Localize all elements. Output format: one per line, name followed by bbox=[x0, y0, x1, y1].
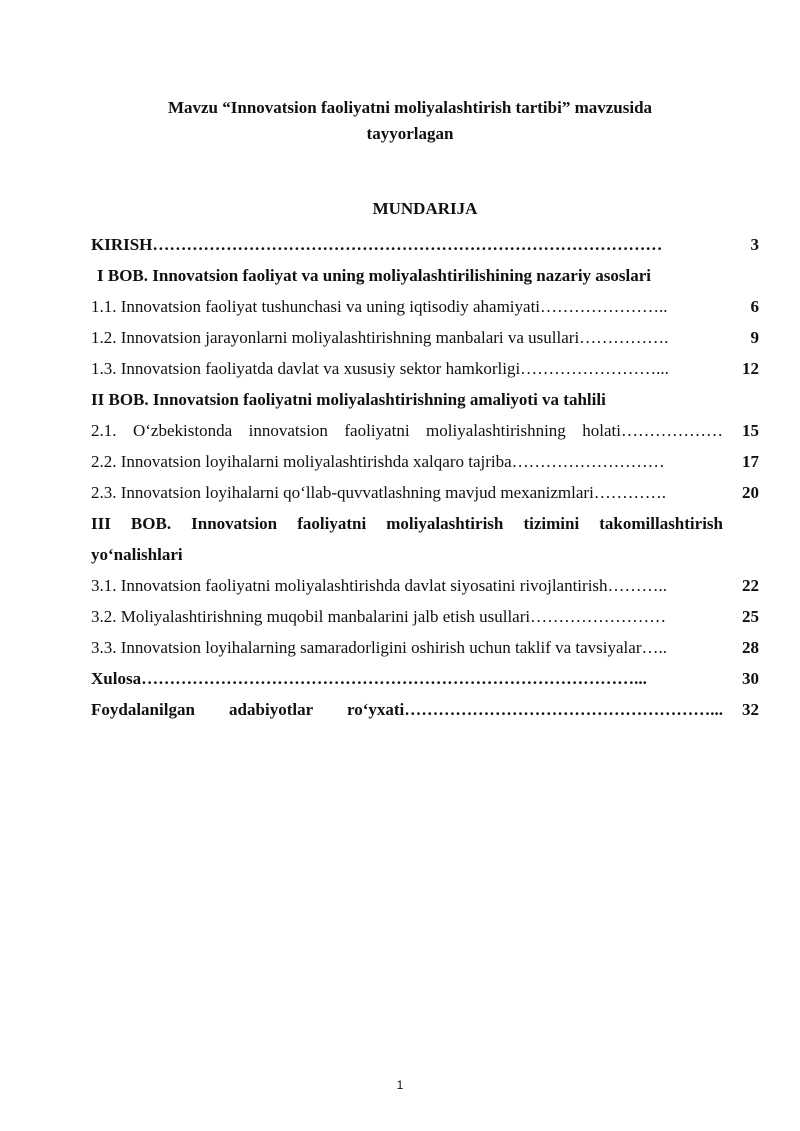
toc-entry-page: 22 bbox=[742, 576, 759, 595]
toc-entry-page: 12 bbox=[742, 359, 759, 378]
toc-entry-text: Xulosa……………………………………………………………………………... bbox=[91, 669, 647, 688]
toc-entry-3-1 bbox=[91, 570, 759, 601]
table-of-contents bbox=[91, 229, 759, 725]
toc-entry-page: 9 bbox=[750, 328, 759, 347]
toc-entry-text: KIRISH……………………………………………………………………………… bbox=[91, 235, 663, 254]
toc-entry-text: 2.2. Innovatsion loyihalarni moliyalashtirishda xalqaro tajriba……………………… bbox=[91, 452, 665, 471]
toc-section-chapter-3: III BOB. Innovatsion faoliyatni moliyalashtirish tizimini takomillashtirish yo‘nalishlari bbox=[91, 514, 723, 564]
toc-entry-2-1 bbox=[91, 415, 759, 446]
toc-entry-page: 6 bbox=[750, 297, 759, 316]
toc-entry-1-3 bbox=[91, 353, 759, 384]
toc-entry-text: 3.2. Moliyalashtirishning muqobil manbalarini jalb etish usullari…………………… bbox=[91, 607, 667, 626]
toc-heading: MUNDARIJA bbox=[372, 199, 478, 218]
toc-entry-text: 1.2. Innovatsion jarayonlarni moliyalashtirishning manbalari va usullari……………. bbox=[91, 328, 669, 347]
toc-entry-text: 3.1. Innovatsion faoliyatni moliyalashtirishda davlat siyosatini rivojlantirish……….. bbox=[91, 576, 668, 595]
toc-entry-2-3 bbox=[91, 477, 759, 508]
toc-entry-page: 28 bbox=[742, 638, 759, 657]
toc-entry-text: 1.3. Innovatsion faoliyatda davlat va xususiy sektor hamkorligi……………………... bbox=[91, 359, 669, 378]
toc-entry-text: 2.1. O‘zbekistonda innovatsion faoliyatni moliyalashtirishning holati……………… bbox=[91, 421, 723, 440]
document-title: Mavzu “Innovatsion faoliyatni moliyalashtirish tartibi” mavzusida tayyorlagan bbox=[167, 98, 653, 143]
toc-entry-text: Foydalanilgan adabiyotlar ro‘yxati………………………………………………... bbox=[91, 700, 723, 719]
toc-section-chapter-1: I BOB. Innovatsion faoliyat va uning moliyalashtirilishining nazariy asoslari bbox=[97, 266, 652, 285]
toc-entry-text: 2.3. Innovatsion loyihalarni qo‘llab-quvvatlashning mavjud mexanizmlari…………. bbox=[91, 483, 667, 502]
toc-entry-references bbox=[91, 694, 759, 725]
toc-entry-page: 20 bbox=[742, 483, 759, 502]
toc-entry-page: 15 bbox=[742, 421, 759, 440]
toc-entry-kirish bbox=[91, 229, 759, 260]
toc-entry-page: 3 bbox=[750, 235, 759, 254]
toc-entry-3-3 bbox=[91, 632, 759, 663]
toc-entry-2-2 bbox=[91, 446, 759, 477]
toc-entry-page: 32 bbox=[742, 700, 759, 719]
toc-entry-text: 1.1. Innovatsion faoliyat tushunchasi va uning iqtisodiy ahamiyati………………….. bbox=[91, 297, 668, 316]
toc-entry-page: 30 bbox=[742, 669, 759, 688]
toc-entry-text: 3.3. Innovatsion loyihalarning samaradorligini oshirish uchun taklif va tavsiyalar….. bbox=[91, 638, 667, 657]
toc-entry-page: 17 bbox=[742, 452, 759, 471]
page-number: 1 bbox=[396, 1078, 404, 1092]
toc-entry-1-2 bbox=[91, 322, 759, 353]
toc-section-chapter-2: II BOB. Innovatsion faoliyatni moliyalashtirishning amaliyoti va tahlili bbox=[91, 390, 606, 409]
toc-entry-xulosa bbox=[91, 663, 759, 694]
toc-entry-page: 25 bbox=[742, 607, 759, 626]
toc-entry-1-1 bbox=[91, 291, 759, 322]
toc-entry-3-2 bbox=[91, 601, 759, 632]
